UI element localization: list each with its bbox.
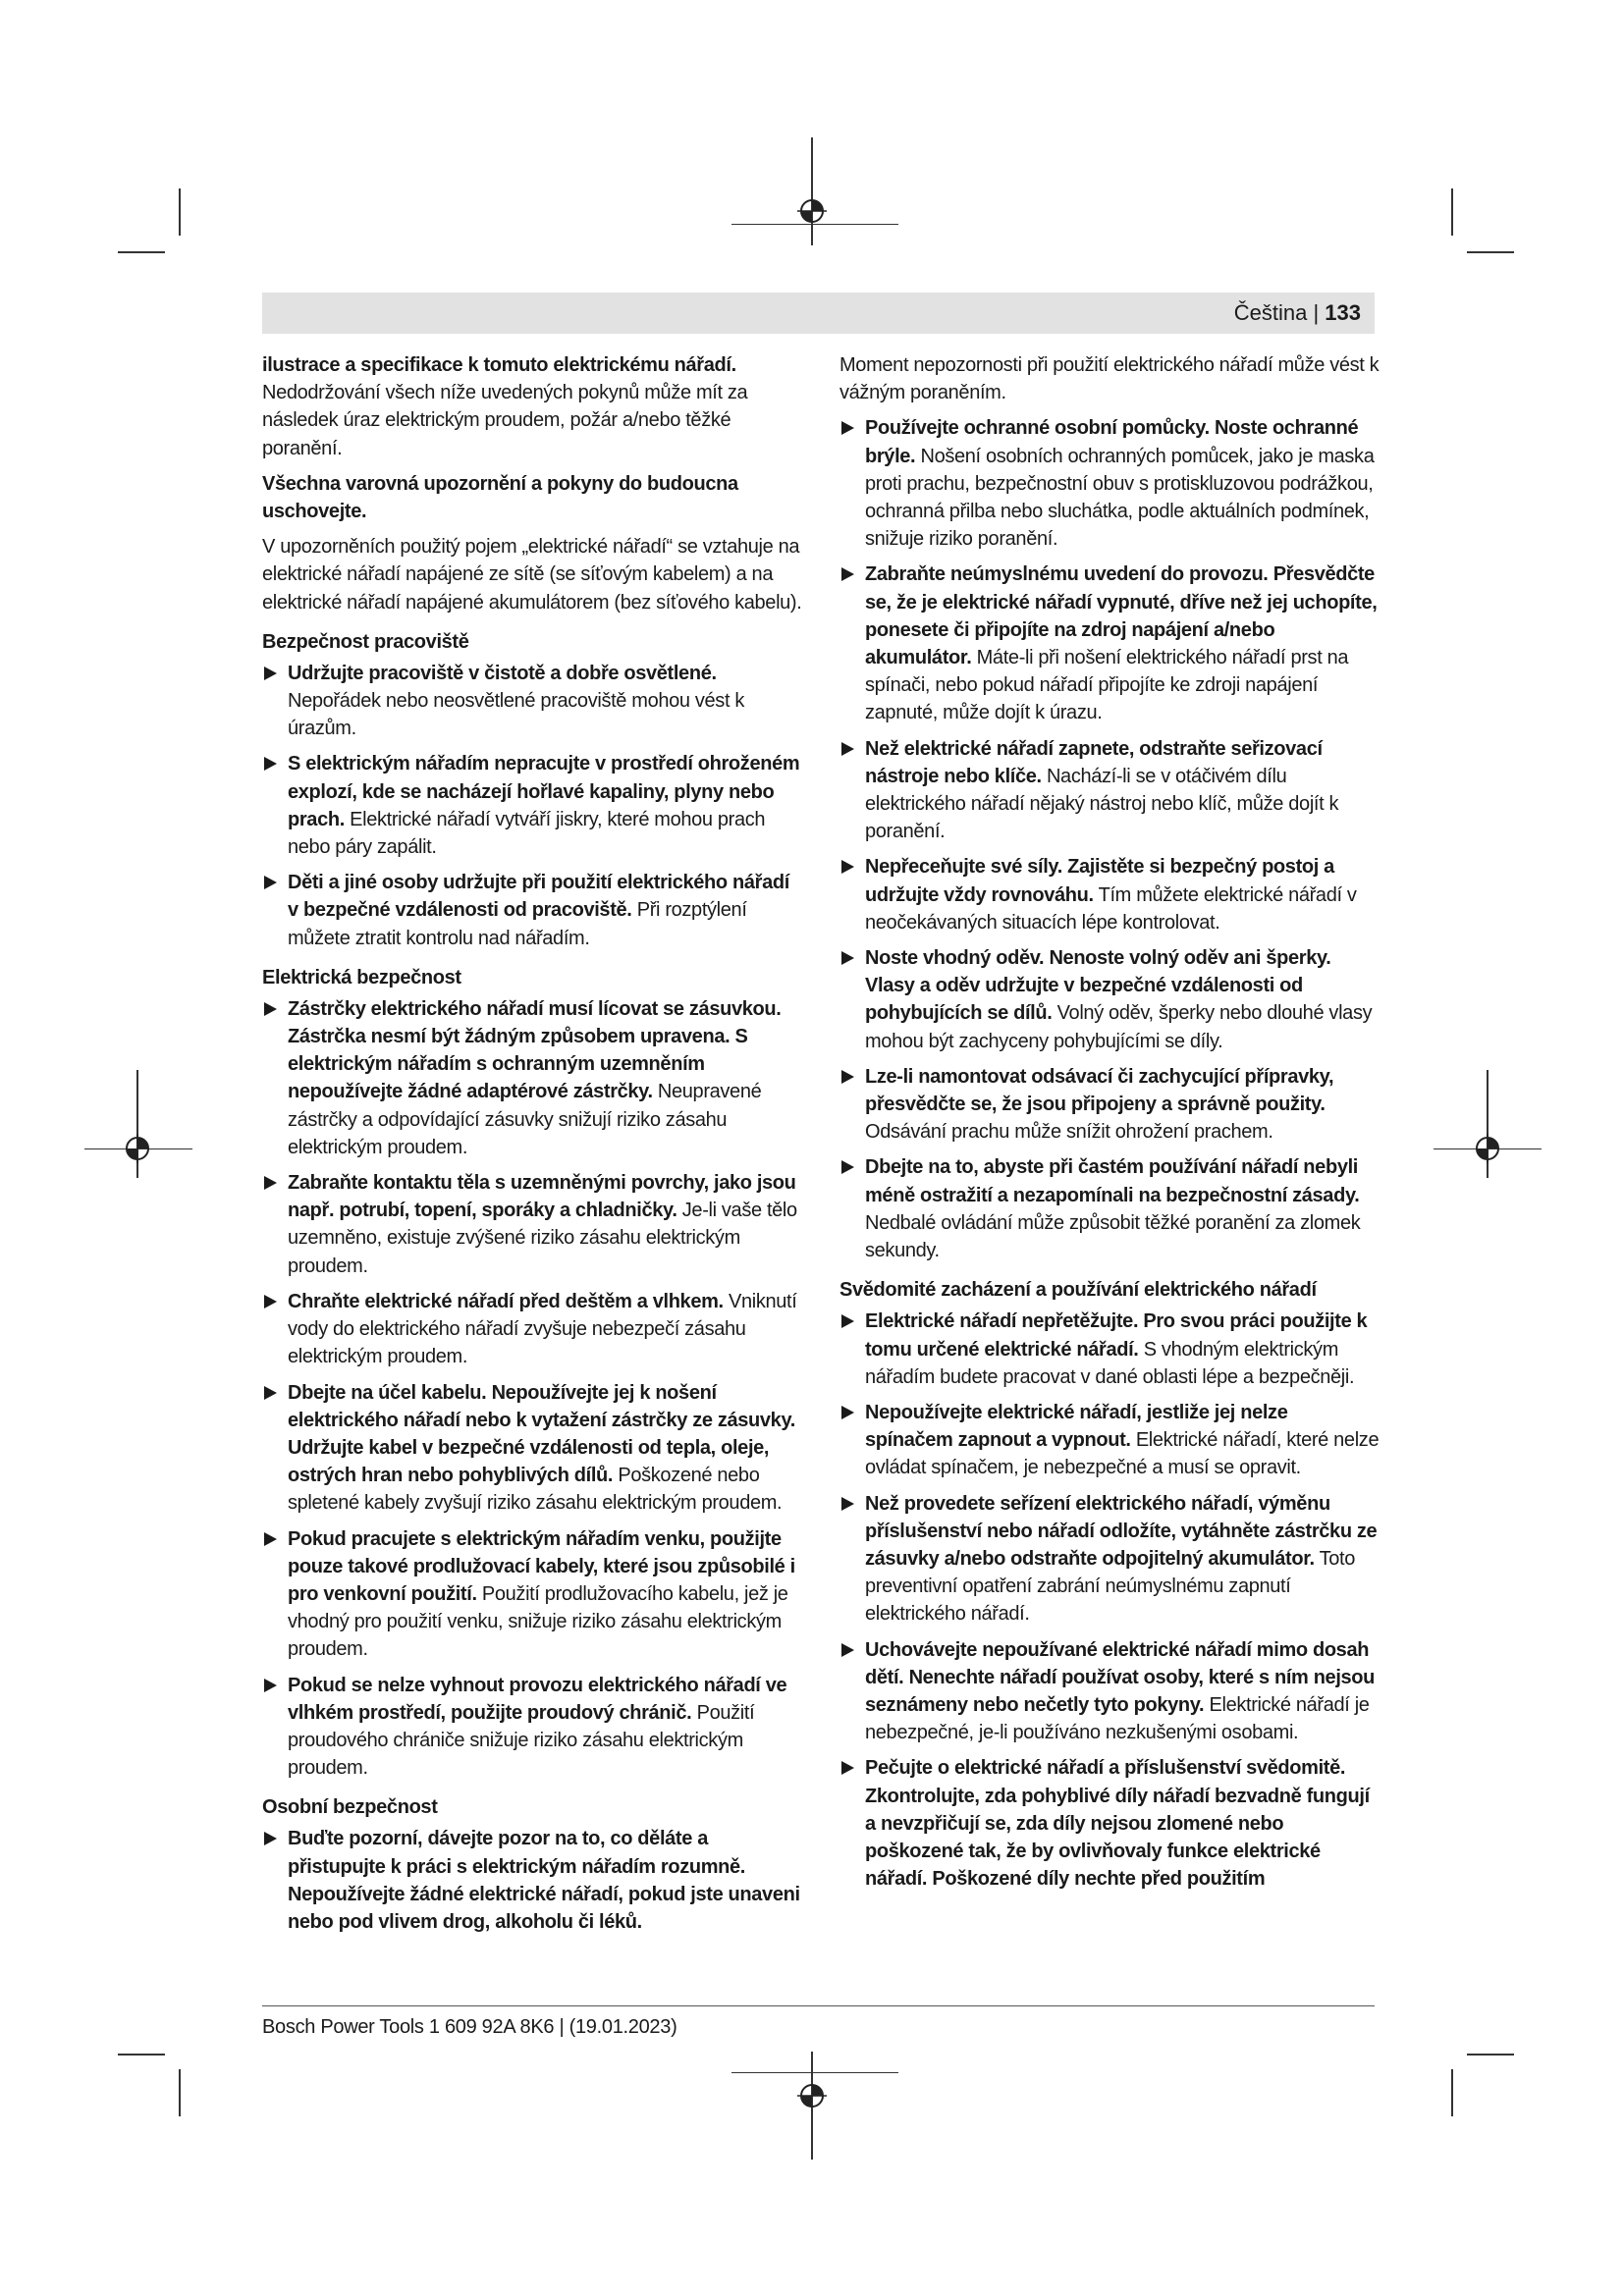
list-item bbox=[839, 1063, 1380, 1147]
list-item-text: Nepořádek nebo neosvětlené pracoviště mohou vést k úrazům. bbox=[288, 690, 745, 740]
page-header bbox=[262, 293, 1375, 334]
bullet-triangle-icon bbox=[841, 742, 854, 756]
workplace-list bbox=[262, 660, 802, 952]
list-item-bold: Zabraňte kontaktu těla s uzemněnými povrchy, jako jsou např. potrubí, topení, sporáky a chladničky. bbox=[288, 1172, 796, 1222]
registration-line bbox=[811, 137, 813, 245]
section-heading-personal: Osobní bezpečnost bbox=[262, 1796, 438, 1819]
list-item-bold: Lze-li namontovat odsávací či zachycující přípravky, přesvědčte se, že jsou připojeny a správně použity. bbox=[865, 1065, 1334, 1116]
crop-mark bbox=[179, 2069, 181, 2116]
registration-line bbox=[731, 2072, 898, 2073]
list-item bbox=[839, 1308, 1380, 1391]
bullet-triangle-icon bbox=[841, 421, 854, 435]
crop-mark bbox=[179, 188, 181, 236]
footer-text: Bosch Power Tools 1 609 92A 8K6 | (19.01.2023) bbox=[262, 2016, 677, 2038]
list-item bbox=[839, 944, 1380, 1055]
list-item-text: S vhodným elektrickým nářadím budete pracovat v dané oblasti lépe a bezpečněji. bbox=[865, 1338, 1355, 1388]
bullet-triangle-icon bbox=[841, 1160, 854, 1174]
list-item bbox=[262, 750, 802, 861]
list-item bbox=[262, 869, 802, 952]
intro-paragraph bbox=[262, 351, 802, 462]
list-item bbox=[839, 1490, 1380, 1629]
personal-list bbox=[262, 1825, 802, 1936]
crop-mark bbox=[118, 2054, 165, 2056]
list-item-bold: Zabraňte neúmyslnému uvedení do provozu. Přesvědčte se, že je elektrické nářadí vypnuté, dříve než jej uchopíte, ponesete či připojíte na zdroj napájení a/nebo akumulátor. bbox=[865, 563, 1378, 669]
bullet-triangle-icon bbox=[841, 1761, 854, 1775]
handling-list bbox=[839, 1308, 1380, 1893]
crop-mark bbox=[1451, 2069, 1453, 2116]
header-language: Čeština bbox=[1233, 300, 1308, 325]
crop-mark bbox=[1467, 251, 1514, 253]
list-item-bold: Chraňte elektrické nářadí před deštěm a vlhkem. bbox=[288, 1290, 724, 1312]
bullet-triangle-icon bbox=[264, 757, 277, 771]
header-text bbox=[1234, 298, 1361, 328]
list-item-bold: Než provedete seřízení elektrického nářadí, výměnu příslušenství nebo nářadí odložíte, vytáhněte zástrčku ze zásuvky a/nebo odstraňte odpojitelný akumulátor. bbox=[865, 1492, 1378, 1570]
bullet-triangle-icon bbox=[264, 1176, 277, 1190]
list-item bbox=[839, 1153, 1380, 1264]
list-item-text: Nedbalé ovládání může způsobit těžké poranění za zlomek sekundy. bbox=[865, 1211, 1361, 1262]
list-item-text: Elektrické nářadí vytváří jiskry, které mohou prach nebo páry zapálit. bbox=[288, 808, 766, 859]
keep-instructions bbox=[262, 470, 802, 525]
list-item bbox=[262, 1672, 802, 1783]
list-item-text: Máte-li při nošení elektrického nářadí prst na spínači, nebo pokud nářadí připojíte ke zdroji napájení zapnuté, může dojít k úrazu. bbox=[865, 647, 1349, 724]
list-item bbox=[262, 995, 802, 1161]
section-heading-electrical: Elektrická bezpečnost bbox=[262, 966, 461, 988]
list-item-text: Tím můžete elektrické nářadí v neočekávaných situacích lépe kontrolovat. bbox=[865, 883, 1357, 934]
list-item-bold: Dbejte na účel kabelu. Nepoužívejte jej k nošení elektrického nářadí nebo k vytažení zástrčky ze zásuvky. Udržujte kabel v bezpečné vzdálenosti od tepla, oleje, ostrých hran nebo pohyblivých dílů. bbox=[288, 1381, 795, 1487]
list-item-bold: Dbejte na to, abyste při častém používání nářadí nebyli méně ostražití a nezapomínali na bezpečnostní zásady. bbox=[865, 1156, 1360, 1206]
list-item-text: Použití prodlužovacího kabelu, jež je vhodný pro použití venku, snižuje riziko zásahu elektrickým proudem. bbox=[288, 1582, 788, 1661]
list-item-bold: Noste vhodný oděv. Nenoste volný oděv ani šperky. Vlasy a oděv udržujte v bezpečné vzdálenosti od pohybujících se dílů. bbox=[865, 947, 1331, 1025]
crop-mark bbox=[1451, 188, 1453, 236]
list-item bbox=[839, 853, 1380, 936]
bullet-triangle-icon bbox=[264, 1679, 277, 1692]
list-item-text: Poškozené nebo spletené kabely zvyšují riziko zásahu elektrickým proudem. bbox=[288, 1465, 783, 1515]
keep-instructions-bold: Všechna varovná upozornění a pokyny do budoucna uschovejte. bbox=[262, 472, 738, 523]
list-item bbox=[839, 414, 1380, 553]
bullet-triangle-icon bbox=[264, 1532, 277, 1546]
list-item-text: Vniknutí vody do elektrického nářadí zvyšuje nebezpečí zásahu elektrickým proudem. bbox=[288, 1290, 797, 1368]
bullet-triangle-icon bbox=[841, 567, 854, 581]
registration-target-icon bbox=[123, 1134, 152, 1163]
list-item-bold: Děti a jiné osoby udržujte při použití elektrického nářadí v bezpečné vzdálenosti od pracoviště. bbox=[288, 872, 789, 922]
bullet-triangle-icon bbox=[841, 1497, 854, 1511]
list-item-text: Elektrické nářadí je nebezpečné, je-li používáno nezkušenými osobami. bbox=[865, 1693, 1370, 1744]
intro-bold: ilustrace a specifikace k tomuto elektrickému nářadí. bbox=[262, 354, 736, 376]
list-item bbox=[839, 1399, 1380, 1482]
list-item bbox=[262, 1825, 802, 1936]
list-item-text: Nachází-li se v otáčivém dílu elektrického nářadí nějaký nástroj nebo klíč, může dojít k poranění. bbox=[865, 765, 1339, 843]
list-item-bold: Nepoužívejte elektrické nářadí, jestliže jej nelze spínačem zapnout a vypnout. bbox=[865, 1401, 1288, 1452]
footer-rule bbox=[262, 2005, 1375, 2006]
list-item-text: Nošení osobních ochranných pomůcek, jako je maska proti prachu, bezpečnostní obuv s protiskluzovou podrážkou, ochranná přilba nebo sluchátka, podle aktuálních podmínek, snižuje riziko poranění. bbox=[865, 445, 1375, 551]
section-heading-handling: Svědomité zacházení a používání elektrického nářadí bbox=[839, 1279, 1317, 1302]
personal-list-continued bbox=[839, 414, 1380, 1264]
section-heading-workplace: Bezpečnost pracoviště bbox=[262, 630, 469, 653]
list-item-bold: Uchovávejte nepoužívané elektrické nářadí mimo dosah dětí. Nenechte nářadí používat osoby, které s ním nejsou seznámeny nebo nečetly tyto pokyny. bbox=[865, 1638, 1376, 1716]
bullet-triangle-icon bbox=[264, 876, 277, 889]
bullet-triangle-icon bbox=[264, 1832, 277, 1845]
bullet-triangle-icon bbox=[841, 1070, 854, 1084]
list-item bbox=[839, 735, 1380, 846]
electrical-list bbox=[262, 995, 802, 1782]
continuation-text: Moment nepozornosti při použití elektrického nářadí může vést k vážným poraněním. bbox=[839, 354, 1380, 404]
list-item bbox=[839, 1636, 1380, 1747]
right-column bbox=[839, 351, 1380, 1900]
list-item-text: Elektrické nářadí, které nelze ovládat spínačem, je nebezpečné a musí se opravit. bbox=[865, 1429, 1380, 1479]
bullet-triangle-icon bbox=[841, 1406, 854, 1419]
list-item bbox=[839, 1754, 1380, 1893]
bullet-triangle-icon bbox=[841, 1314, 854, 1328]
crop-mark bbox=[1467, 2054, 1514, 2056]
list-item-bold: Buďte pozorní, dávejte pozor na to, co děláte a přistupujte k práci s elektrickým nářadím rozumně. Nepoužívejte žádné elektrické nářadí, pokud jste unaveni nebo pod vlivem drog, alkoholu či léků. bbox=[288, 1828, 800, 1933]
list-item bbox=[839, 561, 1380, 726]
list-item bbox=[262, 1288, 802, 1371]
registration-target-icon bbox=[1473, 1134, 1502, 1163]
list-item-bold: Pokud se nelze vyhnout provozu elektrického nářadí ve vlhkém prostředí, použijte proudový chránič. bbox=[288, 1674, 787, 1724]
list-item-text: Odsávání prachu může snížit ohrožení prachem. bbox=[865, 1121, 1273, 1144]
left-column bbox=[262, 351, 802, 1944]
list-item bbox=[262, 1169, 802, 1280]
intro-text: Nedodržování všech níže uvedených pokynů může mít za následek úraz elektrickým proudem, požár a/nebo těžké poranění. bbox=[262, 382, 748, 459]
term-definition: V upozorněních použitý pojem „elektrické nářadí“ se vztahuje na elektrické nářadí napájené ze sítě (se síťovým kabelem) a na elektrické nářadí napájené akumulátorem (bez síťového kabelu). bbox=[262, 536, 802, 614]
list-item-text: Neupravené zástrčky a odpovídající zásuvky snižují riziko zásahu elektrickým proudem. bbox=[288, 1081, 762, 1158]
bullet-triangle-icon bbox=[264, 1002, 277, 1016]
list-item-text: Toto preventivní opatření zabrání neúmyslnému zapnutí elektrického nářadí. bbox=[865, 1547, 1356, 1626]
registration-target-icon bbox=[797, 2081, 827, 2110]
list-item-bold: Používejte ochranné osobní pomůcky. Noste ochranné brýle. bbox=[865, 417, 1359, 467]
list-item bbox=[262, 660, 802, 743]
bullet-triangle-icon bbox=[264, 1295, 277, 1308]
list-item bbox=[262, 1379, 802, 1518]
page-number: 133 bbox=[1325, 300, 1361, 325]
list-item bbox=[262, 1525, 802, 1664]
bullet-triangle-icon bbox=[841, 951, 854, 965]
list-item-bold: Pečujte o elektrické nářadí a příslušenství svědomitě. Zkontrolujte, zda pohyblivé díly nářadí bezvadně fungují a nevzpřičují se, zda díly nejsou zlomené nebo poškozené tak, že by ovlivňovaly funkce elektrické nářadí. Poškozené díly nechte před použitím bbox=[865, 1757, 1370, 1891]
list-item-text: Volný oděv, šperky nebo dlouhé vlasy mohou být zachyceny pohybujícími se díly. bbox=[865, 1002, 1373, 1052]
header-separator: | bbox=[1307, 300, 1326, 325]
list-item-text: Při rozptýlení můžete ztratit kontrolu nad nářadím. bbox=[288, 899, 747, 949]
list-item-bold: Udržujte pracoviště v čistotě a dobře osvětlené. bbox=[288, 662, 717, 684]
list-item-bold: Nepřeceňujte své síly. Zajistěte si bezpečný postoj a udržujte vždy rovnováhu. bbox=[865, 856, 1334, 906]
bullet-triangle-icon bbox=[264, 667, 277, 680]
list-item-bold: Elektrické nářadí nepřetěžujte. Pro svou práci použijte k tomu určené elektrické nářadí. bbox=[865, 1310, 1368, 1361]
bullet-triangle-icon bbox=[264, 1386, 277, 1400]
list-item-bold: Pokud pracujete s elektrickým nářadím venku, použijte pouze takové prodlužovací kabely, které jsou způsobilé i pro venkovní použití. bbox=[288, 1527, 795, 1605]
bullet-triangle-icon bbox=[841, 1643, 854, 1657]
list-item-text: Použití proudového chrániče snižuje riziko zásahu elektrickým proudem. bbox=[288, 1701, 755, 1780]
list-item-text: Je-li vaše tělo uzemněno, existuje zvýšené riziko zásahu elektrickým proudem. bbox=[288, 1200, 797, 1277]
crop-mark bbox=[118, 251, 165, 253]
list-item-bold: Zástrčky elektrického nářadí musí lícovat se zásuvkou. Zástrčka nesmí být žádným způsobem upravena. S elektrickým nářadím s ochranným uzemněním nepoužívejte žádné adaptérové zástrčky. bbox=[288, 997, 782, 1103]
list-item-bold: S elektrickým nářadím nepracujte v prostředí ohroženém explozí, kde se nacházejí hořlavé kapaliny, plyny nebo prach. bbox=[288, 753, 800, 830]
list-item-bold: Než elektrické nářadí zapnete, odstraňte seřizovací nástroje nebo klíče. bbox=[865, 737, 1323, 787]
registration-target-icon bbox=[797, 196, 827, 226]
bullet-triangle-icon bbox=[841, 860, 854, 874]
